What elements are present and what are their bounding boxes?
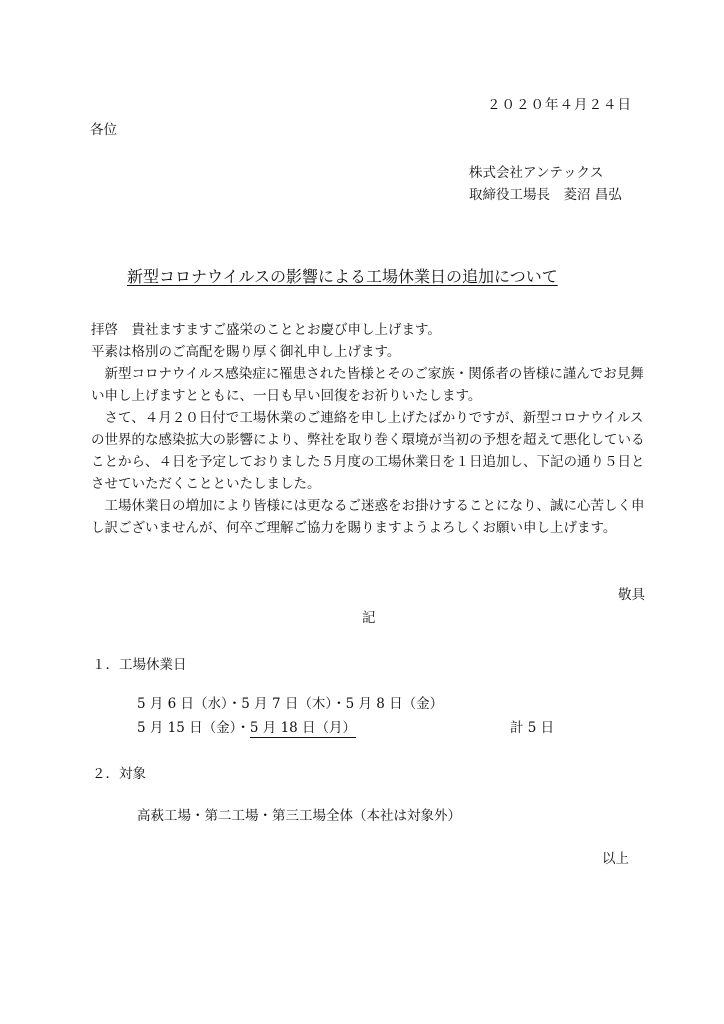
- end-mark: 以上: [602, 851, 629, 867]
- document-date: ２０２０年４月２４日: [487, 97, 632, 113]
- body-paragraph: 拝啓 貴社ますますご盛栄のこととお慶び申し上げます。: [91, 322, 441, 338]
- body-paragraph: 工場休業日の増加により皆様には更なるご迷惑をお掛けすることになり、誠に心苦しく申し訳ございませんが、何卒ご理解ご協力を賜りますようよろしくお願い申し上げます。: [91, 498, 645, 536]
- closure-date-added: 5 月 18 日（月）: [249, 720, 357, 736]
- closure-date-existing: 5 月 15 日（金）・: [137, 720, 250, 736]
- body-paragraph: 平素は格別のご高配を賜り厚く御礼申し上げます。: [91, 344, 401, 360]
- closure-dates-line-1: 5 月 6 日（水）・5 月 7 日（木）・5 月 8 日（金）: [137, 696, 444, 712]
- recipient: 各位: [90, 122, 117, 138]
- notice-heading: 記: [362, 610, 376, 626]
- body-paragraph: 新型コロナウイルス感染症に罹患された皆様とそのご家族・関係者の皆様に謹んでお見舞い申し上げますとともに、一日も早い回復をお祈りいたします。: [91, 366, 644, 404]
- closing-salutation: 敬具: [618, 587, 645, 603]
- company-name: 株式会社アンテックス: [469, 165, 604, 181]
- closure-total: 計 5 日: [510, 720, 555, 736]
- signer-name: 取締役工場長 菱沼 昌弘: [469, 187, 622, 203]
- body-paragraph: さて、４月２０日付で工場休業のご連絡を申し上げたばかりですが、新型コロナウイルスの世界的な感染拡大の影響により、弊社を取り巻く環境が当初の予想を超えて悪化していることから、４日を予定しておりました５月度の工場休業日を１日追加し、下記の通り５日とさせていただくことといたしました。: [91, 410, 645, 492]
- closure-dates-line-2: [137, 718, 356, 738]
- body-text: [91, 319, 651, 539]
- section-label-target: ２．対象: [92, 766, 146, 782]
- target-factories: 高萩工場・第二工場・第三工場全体（本社は対象外）: [137, 808, 461, 824]
- document-title: 新型コロナウイルスの影響による工場休業日の追加について: [127, 267, 558, 286]
- section-label-closure-days: １．工場休業日: [92, 657, 187, 673]
